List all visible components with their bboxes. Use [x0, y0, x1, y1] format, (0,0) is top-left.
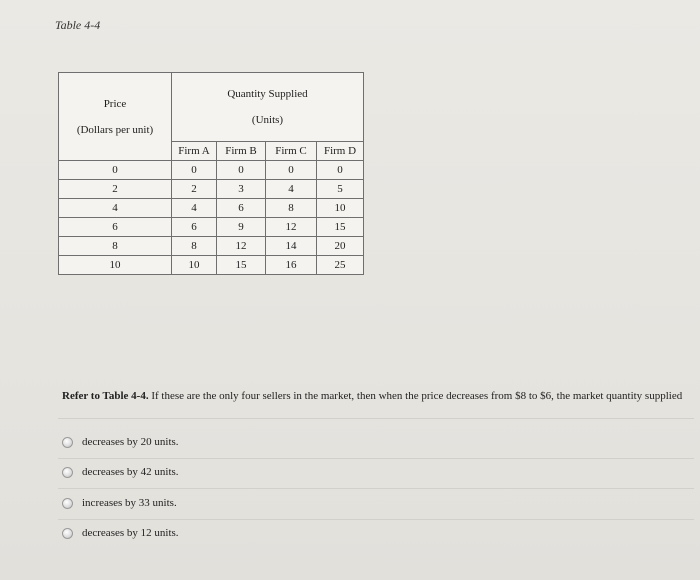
answer-option-4[interactable] — [62, 527, 179, 539]
price-cell: 6 — [59, 218, 172, 237]
question-reference: Refer to Table 4-4. — [62, 390, 149, 402]
firm-d-cell: 20 — [317, 237, 364, 256]
quantity-header-label: Quantity Supplied — [227, 88, 308, 100]
price-header — [59, 73, 172, 161]
firm-d-cell: 5 — [317, 180, 364, 199]
firm-c-cell: 8 — [266, 199, 317, 218]
answer-option-2[interactable] — [62, 466, 179, 478]
firm-d-cell: 15 — [317, 218, 364, 237]
firm-c-cell: 12 — [266, 218, 317, 237]
firm-d-cell: 10 — [317, 199, 364, 218]
table-row — [59, 199, 364, 218]
firm-c-cell: 16 — [266, 256, 317, 275]
table-title: Table 4-4 — [55, 18, 101, 32]
firm-c-header: Firm C — [266, 142, 317, 161]
firm-a-cell: 2 — [172, 180, 217, 199]
firm-a-cell: 0 — [172, 161, 217, 180]
answer-option-label: decreases by 20 units. — [82, 436, 179, 448]
firm-a-header: Firm A — [172, 142, 217, 161]
firm-b-header: Firm B — [217, 142, 266, 161]
price-header-label: Price — [103, 97, 127, 110]
firm-a-cell: 10 — [172, 256, 217, 275]
table-row — [59, 237, 364, 256]
price-cell: 10 — [59, 256, 172, 275]
quantity-unit-label: (Units) — [251, 114, 284, 126]
table-header-row — [59, 73, 364, 142]
firm-b-cell: 9 — [217, 218, 266, 237]
table-row — [59, 180, 364, 199]
firm-d-cell: 25 — [317, 256, 364, 275]
firm-d-cell: 0 — [317, 161, 364, 180]
quantity-header — [172, 73, 364, 142]
price-cell: 0 — [59, 161, 172, 180]
radio-button-icon[interactable] — [62, 467, 73, 478]
firm-c-cell: 0 — [266, 161, 317, 180]
firm-c-cell: 4 — [266, 180, 317, 199]
radio-button-icon[interactable] — [62, 528, 73, 539]
quantity-supplied-table — [58, 72, 364, 275]
price-unit-label: (Dollars per unit) — [76, 123, 154, 136]
divider — [58, 488, 694, 489]
firm-a-cell: 8 — [172, 237, 217, 256]
answer-option-label: decreases by 12 units. — [82, 527, 179, 539]
firm-b-cell: 12 — [217, 237, 266, 256]
answer-option-3[interactable] — [62, 497, 177, 509]
question-text — [62, 390, 682, 402]
divider — [58, 418, 694, 419]
firm-d-header: Firm D — [317, 142, 364, 161]
table-row — [59, 161, 364, 180]
price-cell: 8 — [59, 237, 172, 256]
question-body: If these are the only four sellers in the market, then when the price decreases from $8 to $6, the market quantity supplied — [151, 390, 683, 402]
answer-option-label: decreases by 42 units. — [82, 466, 179, 478]
firm-b-cell: 15 — [217, 256, 266, 275]
answer-option-label: increases by 33 units. — [82, 497, 177, 509]
firm-b-cell: 6 — [217, 199, 266, 218]
divider — [58, 458, 694, 459]
price-cell: 4 — [59, 199, 172, 218]
firm-a-cell: 4 — [172, 199, 217, 218]
radio-button-icon[interactable] — [62, 437, 73, 448]
firm-c-cell: 14 — [266, 237, 317, 256]
firm-b-cell: 0 — [217, 161, 266, 180]
price-cell: 2 — [59, 180, 172, 199]
radio-button-icon[interactable] — [62, 498, 73, 509]
divider — [58, 519, 694, 520]
firm-b-cell: 3 — [217, 180, 266, 199]
answer-option-1[interactable] — [62, 436, 179, 448]
table-row — [59, 256, 364, 275]
firm-a-cell: 6 — [172, 218, 217, 237]
table-row — [59, 218, 364, 237]
